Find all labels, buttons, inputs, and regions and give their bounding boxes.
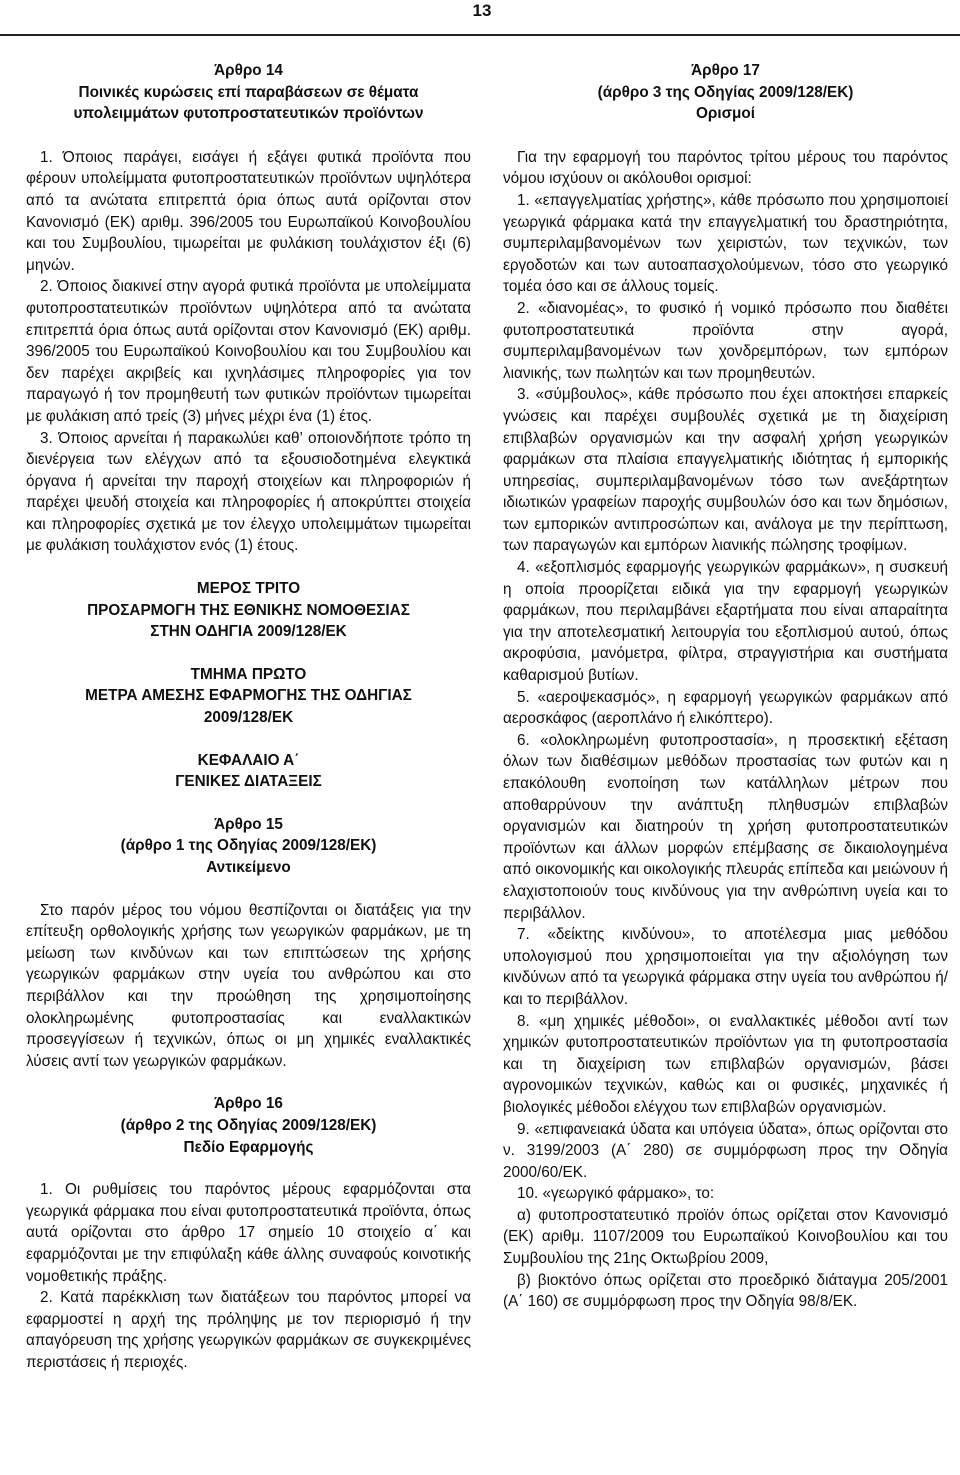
article-16-paragraph-1: 1. Οι ρυθμίσεις του παρόντος μέρους εφαρμόζονται στα γεωργικά φάρμακα που είναι φυτοπροστατευτικά προϊόντα, όπως αυτά ορίζονται στο άρθρο 17 σημείο 10 στοιχείο α΄ και εφαρμόζονται με την επιφύλαξη κάθε άλλης συναφούς κοινοτικής νομοθετικής πράξης. xyxy=(26,1181,471,1285)
definition-item: 8. «μη χημικές μέθοδοι», οι εναλλακτικές μέθοδοι αντί των χημικών φυτοπροστατευτικών προϊόντων για τη φυτοπροστασία και τη διαχείριση των επιβλαβών οργανισμών, βάσει αγρονομικών τεχνικών, καθώς και οι φυσικές, μηχανικές ή βιολογικές μέθοδοι ελέγχου των επιβλαβών οργανισμών. xyxy=(503,1012,948,1116)
definition-item: 3. «σύμβουλος», κάθε πρόσωπο που έχει αποκτήσει επαρκείς γνώσεις και παρέχει συμβουλές σχετικά με τη διαχείριση επιβλαβών οργανισμών και την ασφαλή χρήση γεωργικών φαρμάκων στα πλαίσια επαγγελματικής ιδιότητας ή εμπορικής υπηρεσίας, συμπεριλαμβανομένων τόσο των ανεξάρτητων ιδιωτικών γραφείων παροχής συμβουλών όσο και των δημόσιων, των εμπορικών αντιπροσώπων και, ανάλογα με την περίπτωση, των παραγωγών και εμπόρων λιανικής πώλησης τροφίμων. xyxy=(503,386,948,555)
article-16-subtitle-2: Πεδίο Εφαρμογής xyxy=(183,1138,314,1156)
article-16-subtitle-1: (άρθρο 2 της Οδηγίας 2009/128/ΕΚ) xyxy=(120,1116,377,1134)
article-14-title: Άρθρο 14 xyxy=(214,62,283,79)
article-14-paragraph-1: 1. Όποιος παράγει, εισάγει ή εξάγει φυτικά προϊόντα που φέρουν υπολείμματα φυτοπροστατευτικών προϊόντων υψηλότερα από τα ανώτατα επιτρεπτά όρια όπως αυτά ορίζονται στον Κανονισμό (ΕΚ) αριθμ. 396/2005 του Ευρωπαϊκού Κοινοβουλίου και του Συμβουλίου, τιμωρείται με φυλάκιση τουλάχιστον έξι (6) μηνών. xyxy=(26,148,471,274)
right-column xyxy=(503,60,948,1313)
article-15-heading xyxy=(26,814,471,879)
left-column xyxy=(26,60,471,1373)
definition-item: 5. «αεροψεκασμός», η εφαρμογή γεωργικών φαρμάκων από αεροσκάφος (αεροπλάνο ή ελικόπτερο). xyxy=(503,688,948,728)
section-subtitle-1: ΜΕΤΡΑ ΑΜΕΣΗΣ ΕΦΑΡΜΟΓΗΣ ΤΗΣ ΟΔΗΓΙΑΣ xyxy=(85,687,412,705)
article-17-heading xyxy=(503,60,948,125)
definition-item: 4. «εξοπλισμός εφαρμογής γεωργικών φαρμάκων», η συσκευή η οποία προορίζεται ειδικά για την εφαρμογή γεωργικών φαρμάκων, που περιλαμβάνει εξαρτήματα που είναι απαραίτητα για την αποτελεσματική λειτουργία του εξοπλισμού αυτού, όπως ακροφύσια, μανόμετρα, φίλτρα, στραγγιστήρια και συστήματα καθαρισμού βυτίων. xyxy=(503,559,948,685)
article-16-heading xyxy=(26,1093,471,1158)
article-14-subtitle-2: υπολειμμάτων φυτοπροστατευτικών προϊόντων xyxy=(73,105,424,123)
definition-item: 7. «δείκτης κινδύνου», το αποτέλεσμα μιας μεθόδου υπολογισμού που χρησιμοποιείται για την αξιολόγηση των κινδύνων από τα γεωργικά φάρμακα στην υγεία του ανθρώπου ή/και το περιβάλλον. xyxy=(503,926,948,1008)
definition-item: 2. «διανομέας», το φυσικό ή νομικό πρόσωπο που διαθέτει φυτοπροστατευτικά προϊόντα στην αγορά, συμπεριλαμβανομένων των χονδρεμπόρων, των εμπόρων λιανικής, των πωλητών και των προμηθευτών. xyxy=(503,299,948,382)
definition-item: 10. «γεωργικό φάρμακο», το: xyxy=(517,1185,715,1203)
article-15-paragraph-1: Στο παρόν μέρος του νόμου θεσπίζονται οι διατάξεις για την επίτευξη ορθολογικής χρήσης των γεωργικών φαρμάκων, με τη μείωση των κινδύνων και των επιπτώσεων της χρήσης γεωργικών φαρμάκων στην υγεία του ανθρώπου και στο περιβάλλον και την προώθηση της χρησιμοποίησης ολοκληρωμένης φυτοπροστασίας και εναλλακτικών προσεγγίσεων ή τεχνικών, όπως οι μη χημικές εναλλακτικές λύσεις αντί των γεωργικών φαρμάκων. xyxy=(26,901,471,1070)
page-number: 13 xyxy=(472,1,492,20)
article-14-paragraph-2: 2. Όποιος διακινεί στην αγορά φυτικά προϊόντα με υπολείμματα φυτοπροστατευτικών προϊόντων υψηλότερα από τα ανώτατα επιτρεπτά όρια όπως αυτά ορίζονται στον Κανονισμό (ΕΚ) αριθμ. 396/2005 του Ευρωπαϊκού Κοινοβουλίου και του Συμβουλίου και δεν παρέχει ακριβείς και ιχνηλάσιμες πληροφορίες για τον παραγωγό ή τον προμηθευτή των φυτικών προϊόντων τιμωρείται με φυλάκιση από τρείς (3) μήνες μέχρι ένα (1) έτος. xyxy=(26,278,471,425)
definition-item: 1. «επαγγελματίας χρήστης», κάθε πρόσωπο που χρησιμοποιεί γεωργικά φάρμακα κατά την επαγγελματική του δραστηριότητα, συμπεριλαμβανομένων των χειριστών, των τεχνικών, των εργοδοτών και των αυτοαπασχολούμενων, τόσο στο γεωργικό τομέα όσο και σε άλλους τομείς. xyxy=(503,191,948,296)
section-title: ΤΜΗΜΑ ΠΡΩΤΟ xyxy=(190,665,307,683)
definitions-intro: Για την εφαρμογή του παρόντος τρίτου μέρους του παρόντος νόμου ισχύουν οι ακόλουθοι ορισμοί: xyxy=(503,148,948,188)
section-subtitle-2: 2009/128/ΕΚ xyxy=(203,709,294,727)
article-16-paragraph-2: 2. Κατά παρέκκλιση των διατάξεων του παρόντος μπορεί να εφαρμοστεί η αρχή της πρόληψης με τον περιορισμό ή την απαγόρευση της χρήσης γεωργικών φαρμάκων σε συγκεκριμένες περιστάσεις ή περιοχές. xyxy=(26,1289,471,1371)
definition-item: 9. «επιφανειακά ύδατα και υπόγεια ύδατα», όπως ορίζονται στο ν. 3199/2003 (Α΄ 280) σε συμμόρφωση προς την Οδηγία 2000/60/ΕΚ. xyxy=(503,1120,948,1181)
article-14-heading xyxy=(26,60,471,125)
chapter-title: ΚΕΦΑΛΑΙΟ Α΄ xyxy=(197,751,300,769)
article-14-subtitle-1: Ποινικές κυρώσεις επί παραβάσεων σε θέματα xyxy=(78,83,419,101)
part-title: ΜΕΡΟΣ ΤΡΙΤΟ xyxy=(196,580,301,598)
chapter-heading xyxy=(26,750,471,793)
definition-subitem-a: α) φυτοπροστατευτικό προϊόν όπως ορίζεται στον Κανονισμό (ΕΚ) αριθμ. 1107/2009 του Ευρωπαϊκού Κοινοβουλίου και του Συμβουλίου της 21ης Οκτωβρίου 2009, xyxy=(503,1206,948,1268)
part-subtitle-2: ΣΤΗΝ ΟΔΗΓΙΑ 2009/128/ΕΚ xyxy=(150,623,347,641)
article-15-title: Άρθρο 15 xyxy=(214,815,283,833)
section-heading xyxy=(26,664,471,729)
part-subtitle-1: ΠΡΟΣΑΡΜΟΓΗ ΤΗΣ ΕΘΝΙΚΗΣ ΝΟΜΟΘΕΣΙΑΣ xyxy=(87,601,410,619)
definition-subitem-b: β) βιοκτόνο όπως ορίζεται στο προεδρικό διάταγμα 205/2001 (Α΄ 160) σε συμμόρφωση προς την Οδηγία 98/8/ΕΚ. xyxy=(503,1271,948,1311)
article-15-subtitle-1: (άρθρο 1 της Οδηγίας 2009/128/ΕΚ) xyxy=(120,837,377,855)
definition-item: 6. «ολοκληρωμένη φυτοπροστασία», η προσεκτική εξέταση όλων των διαθέσιμων μεθόδων προστασίας των φυτών και η επακόλουθη ενοποίηση των κατάλληλων μέτρων που αποθαρρύνουν την ανάπτυξη πληθυσμών επιβλαβών οργανισμών και διατηρούν τη χρήση φυτοπροστατευτικών προϊόντων και άλλων μορφών επέμβασης σε δικαιολογημένα από οικονομικής και οικολογικής πλευράς επίπεδα και μειώνουν ή ελαχιστοποιούν τους κινδύνους για την ανθρώπινη υγεία και το περιβάλλον. xyxy=(503,731,948,922)
chapter-subtitle: ΓΕΝΙΚΕΣ ΔΙΑΤΑΞΕΙΣ xyxy=(175,773,322,791)
header-rule xyxy=(0,34,960,36)
part-heading xyxy=(26,578,471,643)
article-14-paragraph-3: 3. Όποιος αρνείται ή παρακωλύει καθ’ οποιονδήποτε τρόπο τη διενέργεια των ελέγχων από τα εξουσιοδοτημένα ελεγκτικά όργανα ή αρνείται την παροχή στοιχείων και πληροφοριών ή παρέχει ψευδή στοιχεία και πληροφορίες ή αποκρύπτει στοιχεία και πληροφορίες σχετικά με τον έλεγχο υπολειμμάτων τιμωρείται με φυλάκιση τουλάχιστον ενός (1) έτους. xyxy=(26,429,471,555)
article-17-title: Άρθρο 17 xyxy=(691,62,760,79)
article-15-subtitle-2: Αντικείμενο xyxy=(206,859,291,876)
article-17-subtitle-2: Ορισμοί xyxy=(695,105,756,123)
article-17-subtitle-1: (άρθρο 3 της Οδηγίας 2009/128/ΕΚ) xyxy=(597,83,854,101)
article-16-title: Άρθρο 16 xyxy=(214,1095,283,1113)
